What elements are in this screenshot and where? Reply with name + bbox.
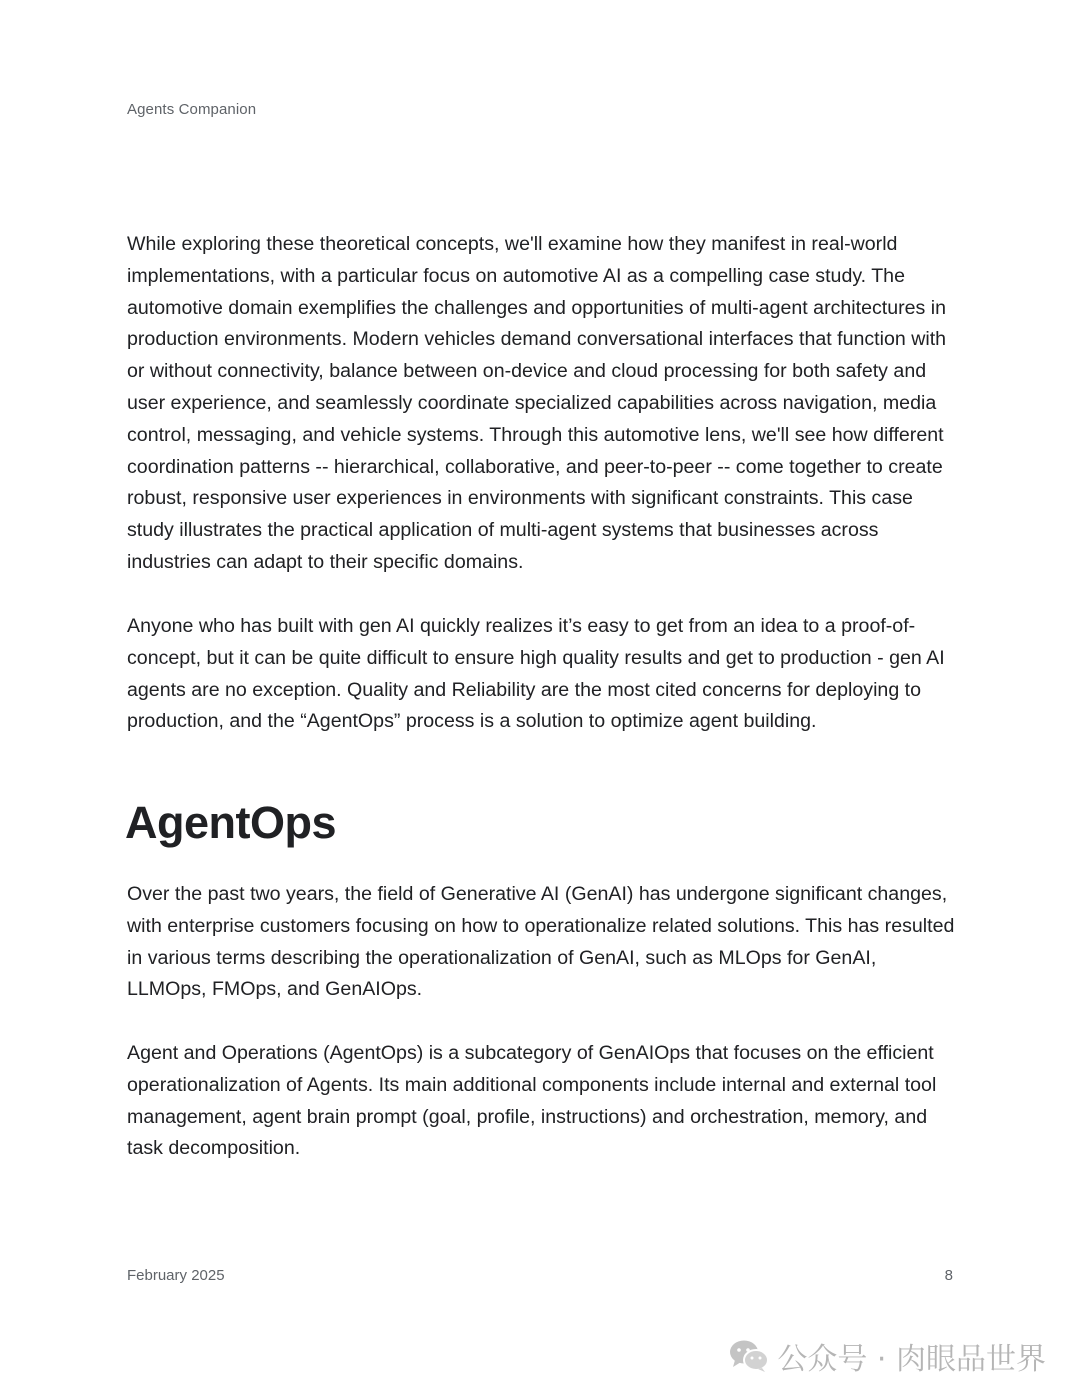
running-header-title: Agents Companion (127, 101, 257, 118)
footer-date: February 2025 (127, 1267, 225, 1284)
watermark (729, 1334, 1046, 1378)
body-paragraph: While exploring these theoretical concepts, we'll examine how they manifest in real-world implementations, with a particular focus on automotive AI as a compelling case study. The automotive domain exemplifies the challenges and opportunities of multi-agent architectures in production environments. Modern vehicles demand conversational interfaces that function with or without connectivity, balance between on-device and cloud processing for both safety and user experience, and seamlessly coordinate specialized capabilities across navigation, media control, messaging, and vehicle systems. Through this automotive lens, we'll see how different coordination patterns -- hierarchical, collaborative, and peer-to-peer -- come together to create robust, responsive user experiences in environments with significant constraints. This case study illustrates the practical application of multi-agent systems that businesses across industries can adapt to their specific domains. (127, 233, 947, 573)
section-paragraph: Over the past two years, the field of Generative AI (GenAI) has undergone significant changes, with enterprise customers focusing on how to operationalize related solutions. This has resulted in various terms describing the operationalization of GenAI, such as MLOps for GenAI, LLMOps, FMOps, and GenAIOps. (127, 883, 955, 1001)
wechat-icon (729, 1339, 769, 1373)
page-number: 8 (944, 1267, 953, 1284)
watermark-text: 公众号 · 肉眼品世界 (777, 1342, 1046, 1377)
section-heading: AgentOps (125, 797, 337, 848)
body-paragraph: Anyone who has built with gen AI quickly realizes it’s easy to get from an idea to a proof-of-concept, but it can be quite difficult to ensure high quality results and get to production - gen AI agents are no exception. Quality and Reliability are the most cited concerns for deploying to production, and the “AgentOps” process is a solution to optimize agent building. (127, 615, 945, 733)
section-paragraph: Agent and Operations (AgentOps) is a subcategory of GenAIOps that focuses on the efficient operationalization of Agents. Its main additional components include internal and external tool management, agent brain prompt (goal, profile, instructions) and orchestration, memory, and task decomposition. (127, 1042, 937, 1160)
